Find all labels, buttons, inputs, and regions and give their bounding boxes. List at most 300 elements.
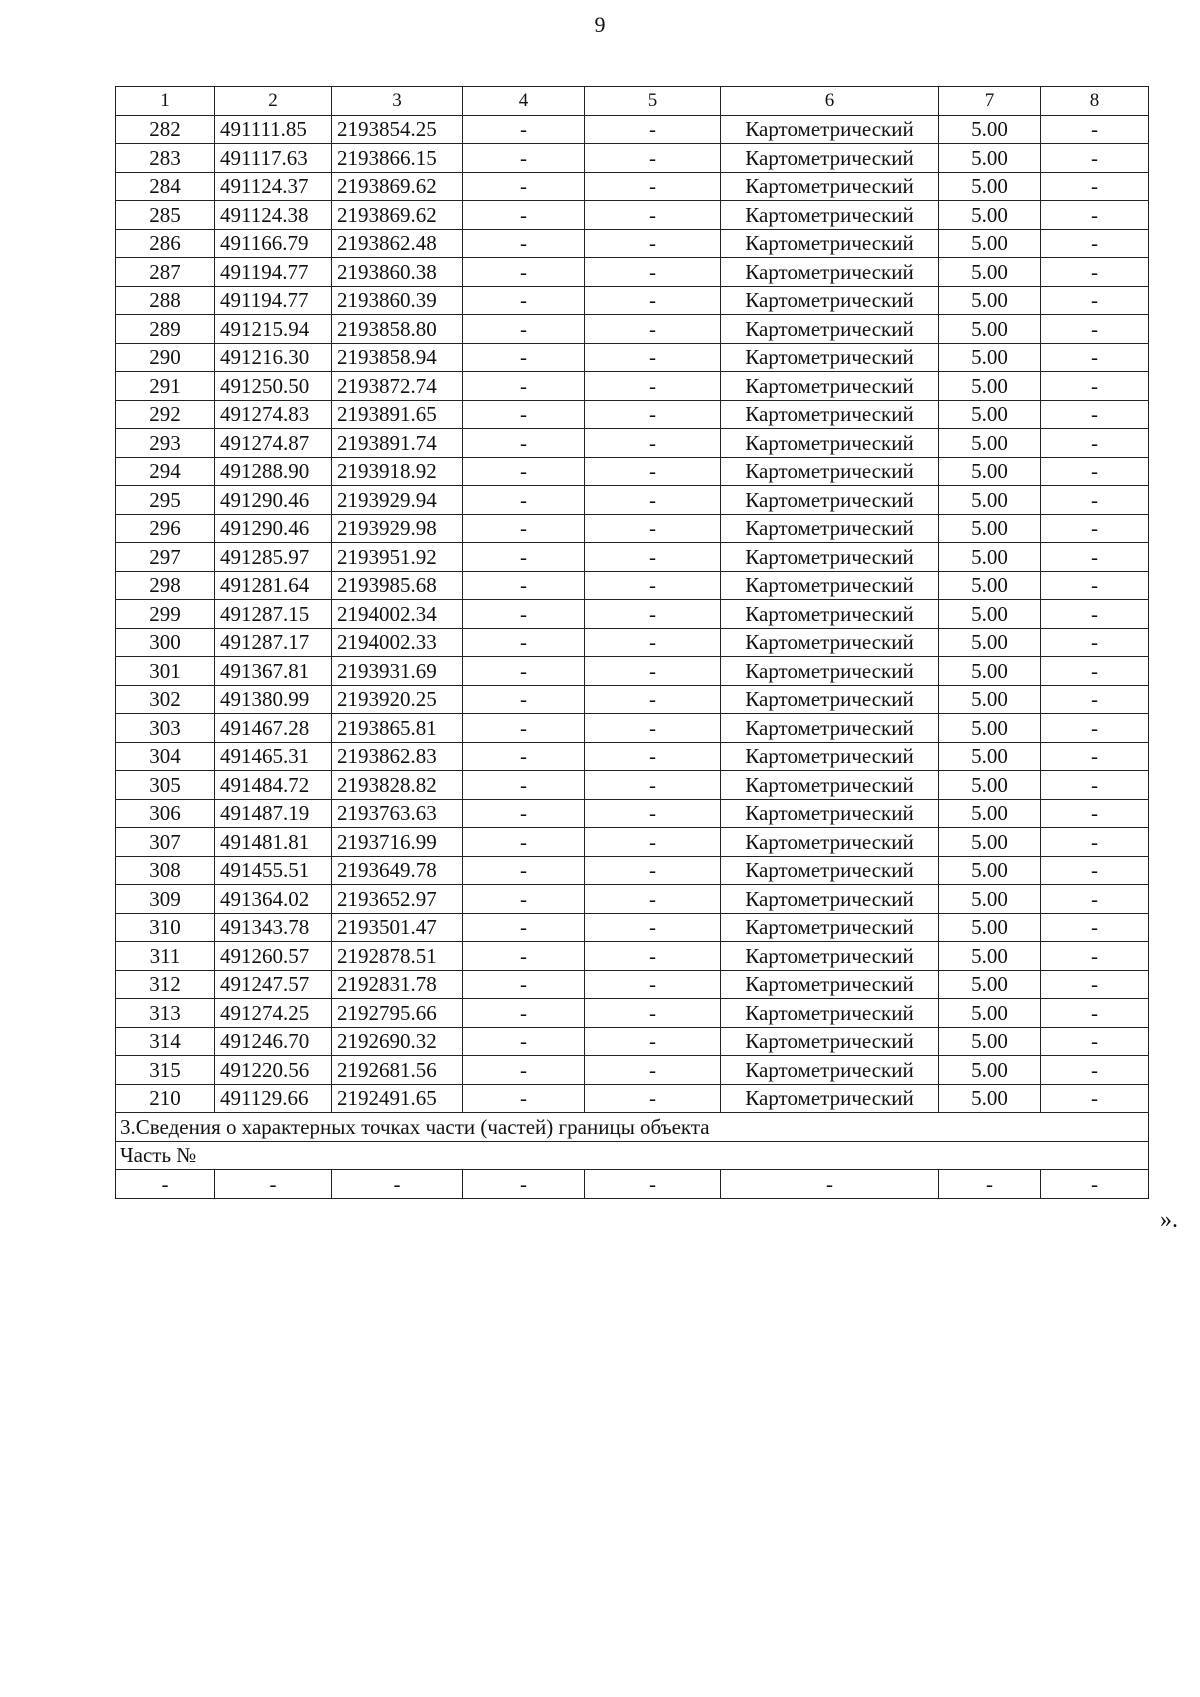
table-cell: - <box>1041 714 1149 743</box>
table-cell: 2193891.74 <box>332 429 463 458</box>
table-cell: - <box>1041 201 1149 230</box>
table-cell: 491124.38 <box>215 201 332 230</box>
table-cell: 315 <box>116 1056 215 1085</box>
table-cell: 301 <box>116 657 215 686</box>
table-cell: 2193865.81 <box>332 714 463 743</box>
table-header-row <box>116 87 1149 116</box>
table-row <box>116 999 1149 1028</box>
table-cell: Картометрический <box>721 742 939 771</box>
table-cell: Картометрический <box>721 970 939 999</box>
table-cell: 292 <box>116 400 215 429</box>
table-cell: - <box>463 571 585 600</box>
table-cell: 2193501.47 <box>332 913 463 942</box>
table-cell: 2192795.66 <box>332 999 463 1028</box>
table-cell: 2193918.92 <box>332 457 463 486</box>
table-cell: - <box>1041 571 1149 600</box>
table-cell: 2193828.82 <box>332 771 463 800</box>
table-cell: 2193951.92 <box>332 543 463 572</box>
table-cell: - <box>1041 1084 1149 1113</box>
table-cell: Картометрический <box>721 856 939 885</box>
column-header: 6 <box>721 87 939 116</box>
table-row <box>116 400 1149 429</box>
table-cell: - <box>1041 628 1149 657</box>
table-cell: 294 <box>116 457 215 486</box>
table-cell: 299 <box>116 600 215 629</box>
table-cell: 491484.72 <box>215 771 332 800</box>
table-cell: - <box>585 657 721 686</box>
table-cell: - <box>463 970 585 999</box>
table-row <box>116 628 1149 657</box>
table-cell: - <box>1041 1170 1149 1199</box>
table-cell: - <box>585 229 721 258</box>
table-cell: - <box>1041 286 1149 315</box>
column-header: 3 <box>332 87 463 116</box>
table-cell: 491117.63 <box>215 144 332 173</box>
table-cell: - <box>463 115 585 144</box>
table-cell: Картометрический <box>721 457 939 486</box>
table-cell: 290 <box>116 343 215 372</box>
table-cell: - <box>585 457 721 486</box>
table-cell: - <box>463 486 585 515</box>
table-cell: - <box>463 429 585 458</box>
table-cell: - <box>1041 600 1149 629</box>
table-cell: 5.00 <box>939 999 1041 1028</box>
table-cell: 491215.94 <box>215 315 332 344</box>
table-cell: 2193931.69 <box>332 657 463 686</box>
table-cell: - <box>463 856 585 885</box>
table-cell: Картометрический <box>721 144 939 173</box>
table-cell: - <box>463 1084 585 1113</box>
table-cell: 2193869.62 <box>332 201 463 230</box>
table-cell: 491247.57 <box>215 970 332 999</box>
table-cell: - <box>585 1170 721 1199</box>
table-cell: 305 <box>116 771 215 800</box>
table-row <box>116 172 1149 201</box>
table-cell: - <box>585 771 721 800</box>
table-cell: - <box>585 600 721 629</box>
table-cell: 491364.02 <box>215 885 332 914</box>
table-cell: 5.00 <box>939 201 1041 230</box>
table-cell: - <box>585 1027 721 1056</box>
table-cell: 2193985.68 <box>332 571 463 600</box>
table-cell: 5.00 <box>939 799 1041 828</box>
table-cell: - <box>463 771 585 800</box>
table-row <box>116 1056 1149 1085</box>
table-row <box>116 771 1149 800</box>
section-heading: 3.Сведения о характерных точках части (частей) границы объекта <box>116 1113 1149 1142</box>
table-cell: - <box>463 258 585 287</box>
table-cell: Картометрический <box>721 771 939 800</box>
table-row <box>116 201 1149 230</box>
table-cell: - <box>463 999 585 1028</box>
table-cell: 5.00 <box>939 1056 1041 1085</box>
table-cell: - <box>332 1170 463 1199</box>
table-cell: 306 <box>116 799 215 828</box>
table-cell: - <box>1041 885 1149 914</box>
column-header: 4 <box>463 87 585 116</box>
table-cell: 302 <box>116 685 215 714</box>
table-cell: 5.00 <box>939 913 1041 942</box>
table-cell: 491250.50 <box>215 372 332 401</box>
table-cell: 286 <box>116 229 215 258</box>
table-cell: - <box>1041 799 1149 828</box>
table-cell: - <box>463 400 585 429</box>
table-row <box>116 742 1149 771</box>
table-cell: 491481.81 <box>215 828 332 857</box>
table-cell: 2193862.48 <box>332 229 463 258</box>
table-cell: - <box>463 828 585 857</box>
table-cell: 5.00 <box>939 628 1041 657</box>
table-cell: - <box>585 514 721 543</box>
section-heading-row <box>116 1113 1149 1142</box>
table-cell: 5.00 <box>939 229 1041 258</box>
table-cell: 310 <box>116 913 215 942</box>
table-cell: 287 <box>116 258 215 287</box>
table-cell: - <box>585 1056 721 1085</box>
table-cell: - <box>1041 1056 1149 1085</box>
table-cell: Картометрический <box>721 799 939 828</box>
table-row <box>116 315 1149 344</box>
table-cell: 491129.66 <box>215 1084 332 1113</box>
table-cell: Картометрический <box>721 514 939 543</box>
table-cell: 303 <box>116 714 215 743</box>
table-row <box>116 429 1149 458</box>
table-cell: - <box>585 486 721 515</box>
table-cell: Картометрический <box>721 172 939 201</box>
table-cell: Картометрический <box>721 714 939 743</box>
table-cell: 5.00 <box>939 400 1041 429</box>
table-cell: 293 <box>116 429 215 458</box>
table-cell: 491216.30 <box>215 343 332 372</box>
table-cell: 295 <box>116 486 215 515</box>
table-cell: - <box>463 885 585 914</box>
table-cell: - <box>585 543 721 572</box>
table-row <box>116 600 1149 629</box>
table-row <box>116 799 1149 828</box>
column-header: 2 <box>215 87 332 116</box>
table-cell: Картометрический <box>721 600 939 629</box>
table-cell: - <box>1041 1027 1149 1056</box>
table-cell: - <box>1041 913 1149 942</box>
table-cell: 2193716.99 <box>332 828 463 857</box>
table-cell: 2193869.62 <box>332 172 463 201</box>
table-cell: 5.00 <box>939 828 1041 857</box>
table-cell: 297 <box>116 543 215 572</box>
table-row <box>116 970 1149 999</box>
table-cell: - <box>939 1170 1041 1199</box>
table-cell: - <box>585 172 721 201</box>
table-cell: Картометрический <box>721 685 939 714</box>
table-cell: - <box>463 685 585 714</box>
table-cell: - <box>1041 457 1149 486</box>
table-cell: Картометрический <box>721 1084 939 1113</box>
table-cell: - <box>215 1170 332 1199</box>
table-row <box>116 913 1149 942</box>
table-cell: Картометрический <box>721 201 939 230</box>
table-cell: Картометрический <box>721 315 939 344</box>
table-cell: Картометрический <box>721 885 939 914</box>
table-cell: 5.00 <box>939 343 1041 372</box>
table-cell: 491281.64 <box>215 571 332 600</box>
table-cell: 309 <box>116 885 215 914</box>
table-row <box>116 885 1149 914</box>
table-cell: 2193866.15 <box>332 144 463 173</box>
column-header: 1 <box>116 87 215 116</box>
table-cell: 491124.37 <box>215 172 332 201</box>
table-cell: - <box>585 343 721 372</box>
table-cell: - <box>585 714 721 743</box>
table-cell: Картометрический <box>721 372 939 401</box>
table-cell: - <box>1041 258 1149 287</box>
table-cell: - <box>463 343 585 372</box>
table-row <box>116 1027 1149 1056</box>
table-row <box>116 714 1149 743</box>
table-cell: - <box>463 657 585 686</box>
table-cell: 491380.99 <box>215 685 332 714</box>
table-cell: 5.00 <box>939 514 1041 543</box>
table-cell: - <box>463 913 585 942</box>
table-cell: 307 <box>116 828 215 857</box>
table-cell: 5.00 <box>939 657 1041 686</box>
table-cell: - <box>585 828 721 857</box>
table-cell: 5.00 <box>939 571 1041 600</box>
table-cell: - <box>1041 172 1149 201</box>
table-cell: - <box>585 571 721 600</box>
table-row <box>116 571 1149 600</box>
table-cell: Картометрический <box>721 486 939 515</box>
table-cell: - <box>585 942 721 971</box>
table-cell: - <box>585 799 721 828</box>
table-cell: - <box>585 201 721 230</box>
table-cell: - <box>585 856 721 885</box>
table-cell: 291 <box>116 372 215 401</box>
table-cell: 5.00 <box>939 372 1041 401</box>
table-cell: Картометрический <box>721 543 939 572</box>
table-cell: - <box>585 286 721 315</box>
table-cell: - <box>1041 771 1149 800</box>
table-cell: 5.00 <box>939 970 1041 999</box>
empty-part-row <box>116 1170 1149 1199</box>
table-cell: 2193862.83 <box>332 742 463 771</box>
table-cell: - <box>463 742 585 771</box>
table-cell: 311 <box>116 942 215 971</box>
table-row <box>116 229 1149 258</box>
table-row <box>116 1084 1149 1113</box>
table-cell: 304 <box>116 742 215 771</box>
table-row <box>116 543 1149 572</box>
table-cell: - <box>463 514 585 543</box>
table-cell: Картометрический <box>721 286 939 315</box>
table-row <box>116 286 1149 315</box>
table-cell: 5.00 <box>939 742 1041 771</box>
table-cell: - <box>463 172 585 201</box>
table-cell: - <box>463 286 585 315</box>
table-row <box>116 372 1149 401</box>
table-cell: - <box>116 1170 215 1199</box>
table-cell: - <box>721 1170 939 1199</box>
table-cell: - <box>1041 486 1149 515</box>
table-cell: Картометрический <box>721 1056 939 1085</box>
table-cell: - <box>1041 343 1149 372</box>
table-cell: 2193929.98 <box>332 514 463 543</box>
table-cell: 296 <box>116 514 215 543</box>
table-cell: - <box>463 315 585 344</box>
table-cell: 308 <box>116 856 215 885</box>
table-cell: 5.00 <box>939 1027 1041 1056</box>
table-cell: - <box>1041 514 1149 543</box>
table-cell: 491260.57 <box>215 942 332 971</box>
table-cell: 491111.85 <box>215 115 332 144</box>
column-header: 5 <box>585 87 721 116</box>
table-cell: 491246.70 <box>215 1027 332 1056</box>
table-cell: 491194.77 <box>215 258 332 287</box>
table-cell: - <box>463 372 585 401</box>
column-header: 7 <box>939 87 1041 116</box>
table-cell: 5.00 <box>939 942 1041 971</box>
table-cell: - <box>463 714 585 743</box>
table-cell: 491220.56 <box>215 1056 332 1085</box>
table-cell: - <box>1041 999 1149 1028</box>
table-cell: 284 <box>116 172 215 201</box>
table-cell: - <box>585 999 721 1028</box>
table-cell: Картометрический <box>721 1027 939 1056</box>
table-cell: - <box>463 799 585 828</box>
table-cell: - <box>1041 400 1149 429</box>
coordinates-table <box>115 86 1149 1199</box>
table-row <box>116 258 1149 287</box>
table-cell: - <box>463 1056 585 1085</box>
table-cell: 2194002.33 <box>332 628 463 657</box>
table-cell: 314 <box>116 1027 215 1056</box>
table-cell: Картометрический <box>721 999 939 1028</box>
table-cell: Картометрический <box>721 258 939 287</box>
table-cell: 298 <box>116 571 215 600</box>
table-row <box>116 856 1149 885</box>
table-cell: 491343.78 <box>215 913 332 942</box>
table-cell: - <box>585 144 721 173</box>
table-cell: - <box>585 400 721 429</box>
table-cell: - <box>585 372 721 401</box>
table-cell: 491467.28 <box>215 714 332 743</box>
table-cell: 5.00 <box>939 885 1041 914</box>
table-cell: 491274.87 <box>215 429 332 458</box>
table-cell: 2193929.94 <box>332 486 463 515</box>
table-cell: 289 <box>116 315 215 344</box>
table-cell: 2192831.78 <box>332 970 463 999</box>
table-cell: 2193858.94 <box>332 343 463 372</box>
table-cell: - <box>585 913 721 942</box>
table-cell: Картометрический <box>721 942 939 971</box>
table-cell: Картометрический <box>721 115 939 144</box>
table-cell: 5.00 <box>939 172 1041 201</box>
table-cell: 2192681.56 <box>332 1056 463 1085</box>
table-cell: 5.00 <box>939 714 1041 743</box>
table-cell: - <box>1041 942 1149 971</box>
table-cell: 210 <box>116 1084 215 1113</box>
table-cell: 5.00 <box>939 144 1041 173</box>
table-row <box>116 657 1149 686</box>
table-row <box>116 514 1149 543</box>
table-cell: 491166.79 <box>215 229 332 258</box>
table-cell: 491455.51 <box>215 856 332 885</box>
table-row <box>116 942 1149 971</box>
table-cell: 312 <box>116 970 215 999</box>
table-cell: 5.00 <box>939 258 1041 287</box>
table-cell: - <box>463 600 585 629</box>
table-cell: 5.00 <box>939 457 1041 486</box>
closing-quote: ». <box>1160 1207 1178 1233</box>
table-cell: - <box>463 543 585 572</box>
table-cell: - <box>463 628 585 657</box>
table-cell: - <box>1041 685 1149 714</box>
table-row <box>116 685 1149 714</box>
table-cell: - <box>463 201 585 230</box>
table-cell: Картометрический <box>721 400 939 429</box>
table-cell: - <box>1041 429 1149 458</box>
table-cell: Картометрический <box>721 828 939 857</box>
table-cell: - <box>1041 657 1149 686</box>
table-cell: 491290.46 <box>215 486 332 515</box>
table-cell: 2192878.51 <box>332 942 463 971</box>
table-cell: 5.00 <box>939 429 1041 458</box>
table-row <box>116 343 1149 372</box>
table-cell: - <box>463 1027 585 1056</box>
table-cell: - <box>1041 856 1149 885</box>
table-row <box>116 457 1149 486</box>
table-cell: 491287.15 <box>215 600 332 629</box>
table-cell: 5.00 <box>939 543 1041 572</box>
table-cell: 283 <box>116 144 215 173</box>
table-cell: 5.00 <box>939 771 1041 800</box>
table-cell: 2193858.80 <box>332 315 463 344</box>
table-cell: - <box>463 144 585 173</box>
table-cell: 282 <box>116 115 215 144</box>
table-cell: - <box>463 1170 585 1199</box>
table-row <box>116 828 1149 857</box>
table-cell: 5.00 <box>939 315 1041 344</box>
table-cell: 491194.77 <box>215 286 332 315</box>
table-cell: Картометрический <box>721 913 939 942</box>
table-cell: 2193652.97 <box>332 885 463 914</box>
table-cell: 491274.25 <box>215 999 332 1028</box>
table-cell: - <box>1041 372 1149 401</box>
table-cell: Картометрический <box>721 429 939 458</box>
table-cell: - <box>463 457 585 486</box>
table-cell: 288 <box>116 286 215 315</box>
table-cell: 5.00 <box>939 115 1041 144</box>
table-cell: 2192491.65 <box>332 1084 463 1113</box>
table-cell: 5.00 <box>939 486 1041 515</box>
table-cell: Картометрический <box>721 343 939 372</box>
table-cell: 491367.81 <box>215 657 332 686</box>
table-cell: Картометрический <box>721 571 939 600</box>
table-cell: Картометрический <box>721 229 939 258</box>
table-cell: 2192690.32 <box>332 1027 463 1056</box>
table-cell: - <box>585 685 721 714</box>
table-cell: 491274.83 <box>215 400 332 429</box>
table-cell: - <box>463 229 585 258</box>
table-cell: - <box>585 115 721 144</box>
table-cell: 2193860.39 <box>332 286 463 315</box>
table-cell: 2194002.34 <box>332 600 463 629</box>
table-row <box>116 486 1149 515</box>
table-cell: 313 <box>116 999 215 1028</box>
page-number: 9 <box>594 12 606 37</box>
part-label: Часть № <box>116 1141 1149 1170</box>
table-cell: 2193920.25 <box>332 685 463 714</box>
table-row <box>116 144 1149 173</box>
table-cell: 491285.97 <box>215 543 332 572</box>
